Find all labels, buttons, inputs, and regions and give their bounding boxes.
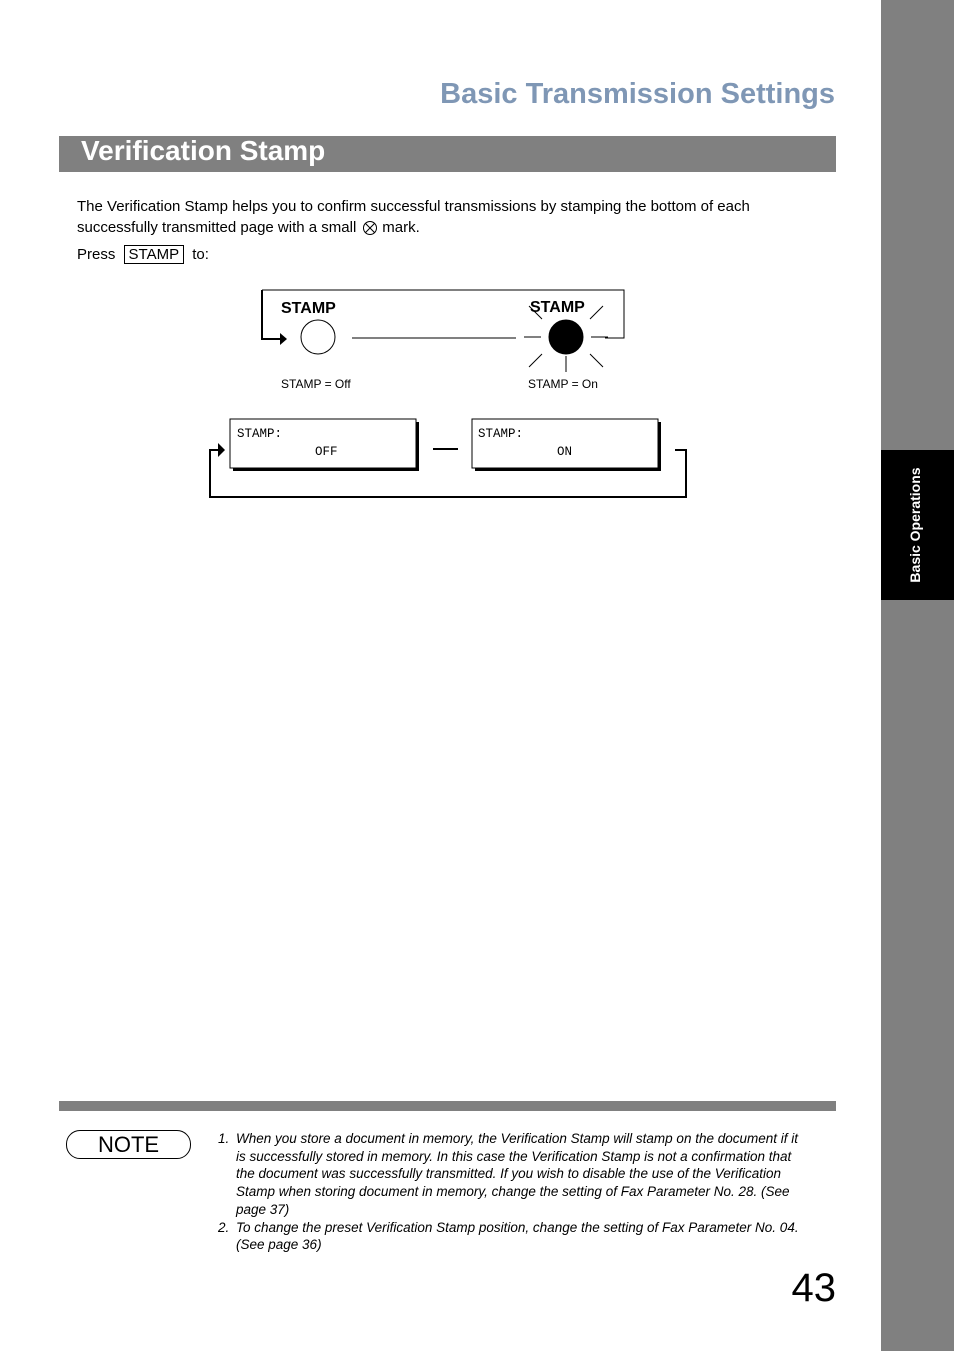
page-header-title: Basic Transmission Settings xyxy=(440,78,835,110)
note-line: is successfully stored in memory. In this case the Verification Stamp is not a confirmation that xyxy=(236,1148,792,1164)
note-badge: NOTE xyxy=(66,1130,191,1159)
press-to: to: xyxy=(192,246,209,263)
note-item xyxy=(218,1130,836,1219)
stamp-button-off-label: STAMP xyxy=(281,300,336,317)
note-line: When you store a document in memory, the Verification Stamp will stamp on the document if it xyxy=(236,1131,799,1146)
note-line: (See page 36) xyxy=(236,1237,322,1253)
stamp-button-off xyxy=(301,320,335,354)
chapter-tab-label: Basic Operations xyxy=(907,467,923,583)
lcd-on-line-1: STAMP: xyxy=(478,427,524,441)
note-divider-bar xyxy=(59,1101,836,1111)
stamp-off-caption: STAMP = Off xyxy=(281,377,351,391)
section-title: Verification Stamp xyxy=(81,135,326,166)
note-number: 1. xyxy=(218,1131,230,1146)
note-line: Stamp when storing document in memory, change the setting of Fax Parameter No. 28. (See xyxy=(236,1184,790,1200)
note-item xyxy=(218,1219,836,1254)
note-line: the document was successfully transmitted. If you wish to disable the use of the Verification xyxy=(236,1166,782,1182)
lcd-loop-arrowhead xyxy=(218,443,225,457)
lcd-off-line-1: STAMP: xyxy=(237,427,283,441)
stamp-button-on-label: STAMP xyxy=(530,299,585,316)
button-loop-return-line xyxy=(262,290,280,339)
lcd-on-line-2: ON xyxy=(557,445,573,459)
page-number: 43 xyxy=(791,1266,836,1310)
press-word: Press xyxy=(77,246,116,263)
intro-line-1: The Verification Stamp helps you to confirm successful transmissions by stamping the bottom of each xyxy=(77,198,750,215)
stamp-on-caption: STAMP = On xyxy=(528,377,598,391)
intro-line-2-end: mark. xyxy=(382,219,420,236)
note-line: page 37) xyxy=(236,1201,290,1217)
stamp-button-on xyxy=(549,320,583,354)
stamp-key-label: STAMP xyxy=(124,245,185,264)
button-loop-arrowhead xyxy=(280,333,287,345)
note-number: 2. xyxy=(218,1219,230,1235)
notes-list xyxy=(218,1130,836,1254)
lcd-off-line-2: OFF xyxy=(315,445,338,459)
note-line: To change the preset Verification Stamp position, change the setting of Fax Parameter No. 04. xyxy=(236,1219,799,1235)
stamp-diagram xyxy=(0,0,954,520)
intro-line-2-start: successfully transmitted page with a small xyxy=(77,219,357,236)
